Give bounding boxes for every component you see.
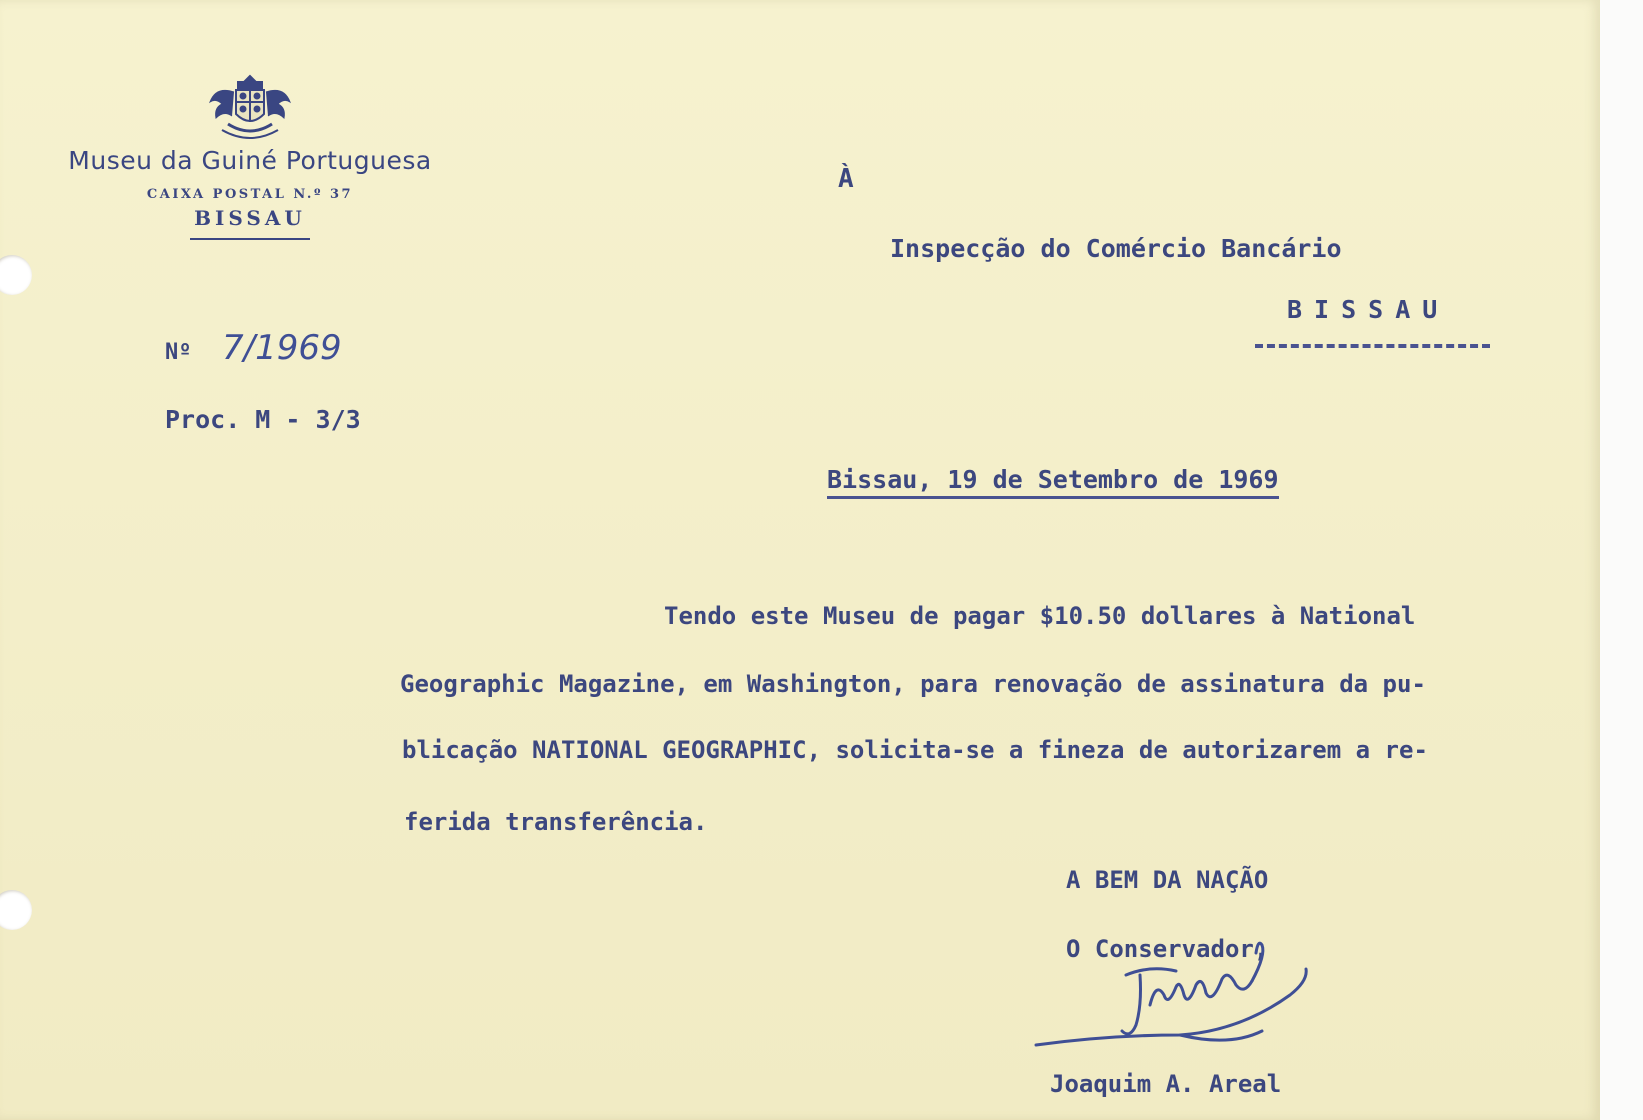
letterhead — [30, 68, 470, 240]
body-line-3: blicação NATIONAL GEOGRAPHIC, solicita-se a fineza de autorizarem a re- — [402, 736, 1428, 764]
reference-number-handwritten: 7/1969 — [222, 328, 342, 368]
body-line-4: ferida transferência. — [404, 808, 708, 836]
recipient-name: Inspecção do Comércio Bancário — [890, 234, 1342, 263]
process-reference: Proc. M - 3/3 — [165, 405, 361, 434]
coat-of-arms-icon — [202, 68, 298, 144]
recipient-city-underline — [1255, 344, 1490, 348]
recipient-salutation: À — [838, 164, 854, 194]
punch-hole-top — [0, 255, 32, 295]
closing-motto: A BEM DA NAÇÃO — [1066, 866, 1269, 894]
date-line: Bissau, 19 de Setembro de 1969 — [827, 465, 1279, 499]
postal-box: CAIXA POSTAL N.º 37 — [146, 187, 354, 202]
scan-margin — [1600, 0, 1643, 1120]
punch-hole-bottom — [0, 890, 32, 930]
body-line-2: Geographic Magazine, em Washington, para renovação de assinatura da pu- — [400, 670, 1426, 698]
recipient-city: BISSAU — [1287, 295, 1450, 324]
institution-name: Museu da Guiné Portuguesa — [68, 146, 432, 175]
reference-number-prefix: Nº — [165, 340, 192, 365]
letterhead-city: BISSAU — [194, 206, 306, 230]
signatory-name: Joaquim A. Areal — [1050, 1070, 1282, 1098]
closing-role: O Conservador, — [1066, 935, 1269, 963]
body-line-1: Tendo este Museu de pagar $10.50 dollares à National — [664, 602, 1416, 630]
signature — [1030, 935, 1330, 1065]
letterhead-rule — [190, 238, 310, 240]
